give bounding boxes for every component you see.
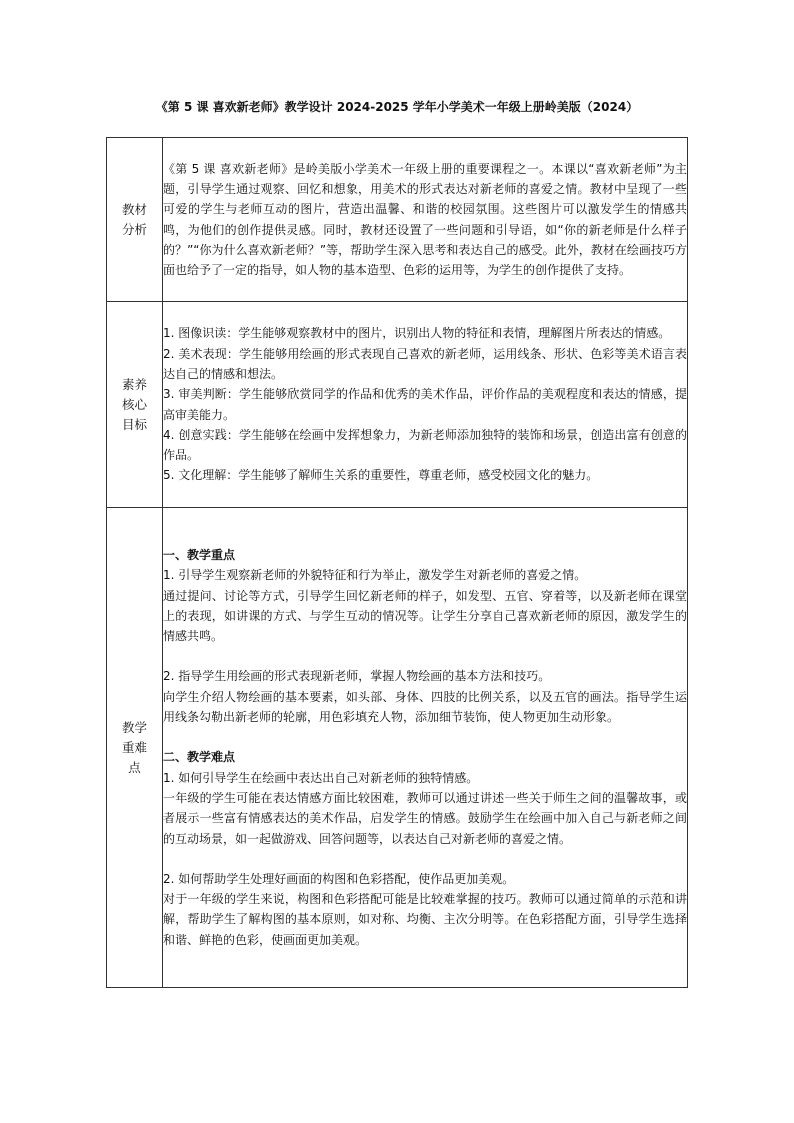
document-title: 《第 5 课 喜欢新老师》教学设计 2024-2025 学年小学美术一年级上册岭美版（2024）	[155, 100, 639, 114]
item-text: 对于一年级的学生来说，构图和色彩搭配可能是比较难掌握的技巧。教师可以通过简单的示范和讲解，帮助学生了解构图的基本原则，如对称、均衡、主次分明等。在色彩搭配方面，引导学生选择和谐、鲜艳的色彩，使画面更加美观。	[163, 892, 687, 947]
goal-item: 2. 美术表现：学生能够用绘画的形式表现自己喜欢的新老师，运用线条、形状、色彩等美术语言表达自己的情感和想法。	[163, 346, 687, 381]
lesson-plan-table	[106, 137, 688, 988]
goal-item: 5. 文化理解：学生能够了解师生关系的重要性，尊重老师，感受校园文化的魅力。	[163, 468, 599, 483]
row-label-line: 教学	[121, 719, 147, 735]
item-title: 2. 如何帮助学生处理好画面的构图和色彩搭配，使作品更加美观。	[163, 871, 515, 886]
section-heading-difficult-points: 二、教学难点	[163, 750, 236, 765]
row-label-line: 素养	[121, 376, 147, 392]
row-label-line: 教材	[121, 201, 147, 217]
section-heading-key-points: 一、教学重点	[163, 547, 236, 562]
row-label-line: 目标	[121, 416, 147, 432]
row-label-line: 点	[128, 759, 141, 775]
table-row-key-difficult-points	[107, 508, 688, 988]
row-content-key-difficult-points	[163, 508, 688, 988]
row-label-line: 重难	[121, 739, 147, 755]
spacer	[163, 849, 687, 869]
table-row-textbook-analysis	[107, 138, 688, 302]
spacer	[163, 727, 687, 747]
item-text: 一年级的学生可能在表达情感方面比较困难，教师可以通过讲述一些关于师生之间的温馨故事，或者展示一些富有情感表达的美术作品，启发学生的情感。鼓励学生在绘画中加入自己与新老师之间的互动场景，如一起做游戏、回答问题等，以表达自己对新老师的喜爱之情。	[163, 790, 687, 846]
spacer	[163, 646, 687, 666]
row-content-textbook-analysis	[163, 138, 688, 302]
item-text: 通过提问、讨论等方式，引导学生回忆新老师的样子，如发型、五官、穿着等，以及新老师在课堂上的表现，如讲课的方式、与学生互动的情况等。让学生分享自己喜欢新老师的原因，激发学生的情感共鸣。	[163, 588, 687, 644]
item-title: 2. 指导学生用绘画的形式表现新老师，掌握人物绘画的基本方法和技巧。	[163, 669, 551, 684]
goal-item: 1. 图像识读：学生能够观察教材中的图片，识别出人物的特征和表情，理解图片所表达的情感。	[163, 326, 671, 341]
goal-item: 3. 审美判断：学生能够欣赏同学的作品和优秀的美术作品，评价作品的美观程度和表达的情感，提高审美能力。	[163, 387, 687, 422]
goal-item: 4. 创意实践：学生能够在绘画中发挥想象力，为新老师添加独特的装饰和场景，创造出富有创意的作品。	[163, 427, 687, 463]
row-label-textbook-analysis	[107, 138, 163, 302]
row-label-key-difficult-points	[107, 508, 163, 988]
row-label-line: 核心	[121, 396, 147, 412]
row-label-line: 分析	[121, 221, 147, 237]
item-title: 1. 如何引导学生在绘画中表达出自己对新老师的独特情感。	[163, 770, 479, 785]
row-content-core-goals	[163, 302, 688, 508]
table-row-core-goals	[107, 302, 688, 508]
item-title: 1. 引导学生观察新老师的外貌特征和行为举止，激发学生对新老师的喜爱之情。	[163, 568, 587, 583]
item-text: 向学生介绍人物绘画的基本要素，如头部、身体、四肢的比例关系，以及五官的画法。指导学生运用线条勾勒出新老师的轮廓，用色彩填充人物，添加细节装饰，使人物更加生动形象。	[163, 689, 687, 725]
row-label-core-goals	[107, 302, 163, 508]
paragraph: 《第 5 课 喜欢新老师》是岭美版小学美术一年级上册的重要课程之一。本课以“喜欢新老师”为主题，引导学生通过观察、回忆和想象，用美术的形式表达对新老师的喜爱之情。教材中呈现了一些可爱的学生与老师互动的图片，营造出温馨、和谐的校园氛围。这些图片可以激发学生的情感共鸣，为他们的创作提供灵感。同时，教材还设置了一些问题和引导语，如“你的新老师是什么样子的？”“你为什么喜欢新老师？”等，帮助学生深入思考和表达自己的感受。此外，教材在绘画技巧方面也给予了一定的指导，如人物的基本造型、色彩的运用等，为学生的创作提供了支持。	[163, 161, 687, 278]
